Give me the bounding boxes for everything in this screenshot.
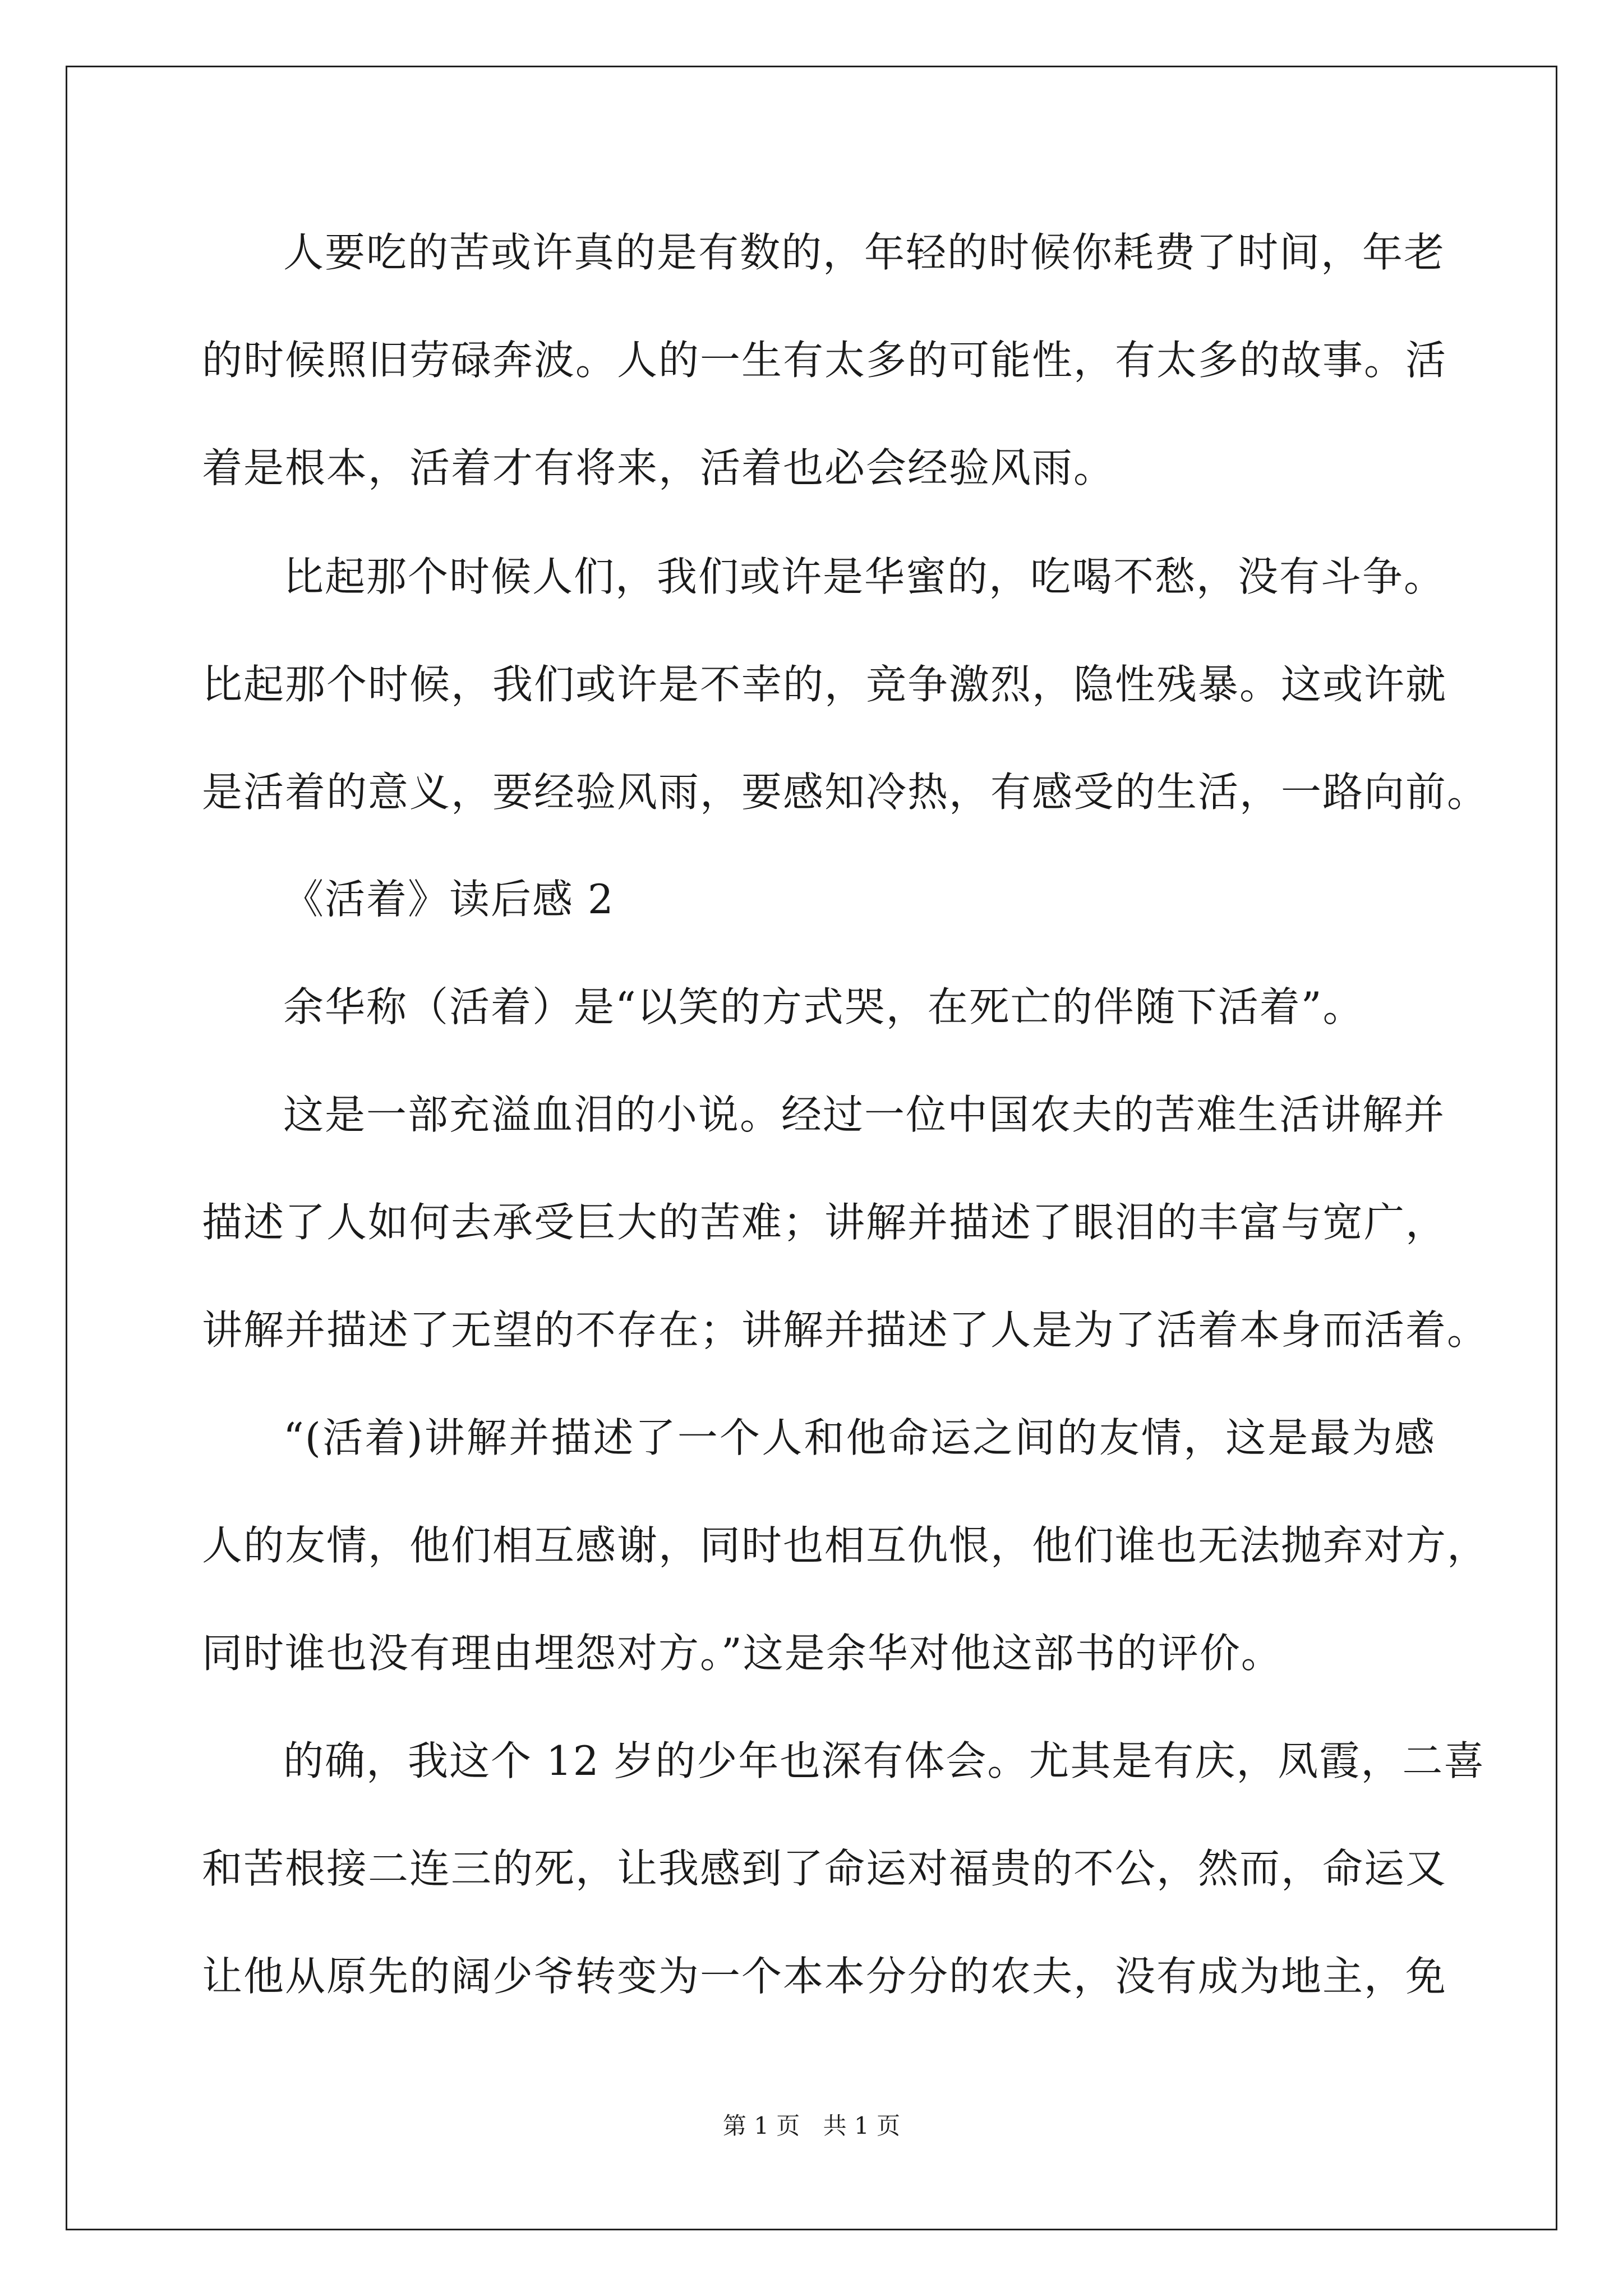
text-line-12: “(活着)讲解并描述了一个人和他命运之间的友情，这是最为感 (283, 1414, 1436, 1461)
text-line-11: 讲解并描述了无望的不存在；讲解并描述了人是为了活着本身而活着。 (202, 1306, 1489, 1354)
text-line-9: 这是一部充溢血泪的小说。经过一位中国农夫的苦难生活讲解并 (283, 1091, 1446, 1138)
text-line-6: 是活着的意义，要经验风雨，要感知冷热，有感受的生活，一路向前。 (202, 769, 1489, 816)
page-footer (0, 2109, 1623, 2143)
text-line-3: 着是根本，活着才有将来，活着也必会经验风雨。 (202, 444, 1115, 491)
text-line-4: 比起那个时候人们，我们或许是华蜜的，吃喝不愁，没有斗争。 (283, 553, 1446, 600)
text-line-15: 的确，我这个 12 岁的少年也深有体会。尤其是有庆，凤霞，二喜 (283, 1737, 1486, 1784)
text-line-10: 描述了人如何去承受巨大的苦难；讲解并描述了眼泪的丰富与宽广， (202, 1199, 1447, 1246)
text-line-2: 的时候照旧劳碌奔波。人的一生有太多的可能性，有太多的故事。活 (202, 337, 1447, 384)
text-line-1: 人要吃的苦或许真的是有数的，年轻的时候你耗费了时间，年老 (283, 229, 1446, 276)
text-line-13: 人的友情，他们相互感谢，同时也相互仇恨，他们谁也无法抛弃对方， (202, 1522, 1489, 1569)
text-line-16: 和苦根接二连三的死，让我感到了命运对福贵的不公，然而，命运又 (202, 1845, 1447, 1892)
section-heading: 《活着》读后感 2 (283, 876, 615, 923)
page-number: 第 1 页 (722, 2112, 800, 2139)
text-line-5: 比起那个时候，我们或许是不幸的，竞争激烈，隐性残暴。这或许就 (202, 661, 1447, 708)
text-line-17: 让他从原先的阔少爷转变为一个本本分分的农夫，没有成为地主，免 (202, 1953, 1447, 2000)
page-border (66, 66, 1557, 2230)
page-total: 共 1 页 (823, 2112, 901, 2139)
text-line-8: 余华称（活着）是“以笑的方式哭，在死亡的伴随下活着”。 (283, 983, 1364, 1030)
text-line-14: 同时谁也没有理由埋怨对方。”这是余华对他这部书的评价。 (202, 1630, 1283, 1677)
